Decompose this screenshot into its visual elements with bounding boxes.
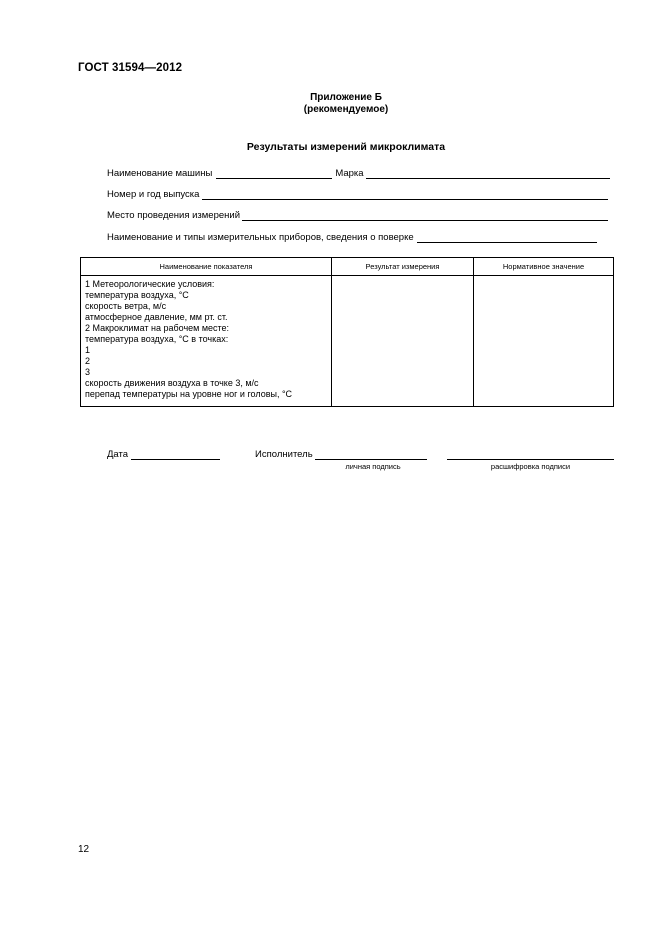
date-label: Дата [107, 449, 129, 460]
parameter-line: скорость движения воздуха в точке 3, м/с [85, 378, 259, 388]
signature-row [107, 449, 427, 460]
date-field[interactable] [131, 449, 220, 460]
brand-label: Марка [335, 168, 364, 179]
parameter-cell [81, 276, 332, 407]
table-row [81, 276, 614, 407]
parameter-line: 1 [85, 345, 91, 355]
location-row [107, 210, 608, 221]
parameter-line: скорость ветра, м/с [85, 301, 167, 311]
decoding-field[interactable] [447, 449, 614, 460]
column-header-result: Результат измерения [332, 258, 474, 276]
parameter-line: 2 Макроклимат на рабочем месте: [85, 323, 230, 333]
number-year-label: Номер и год выпуска [107, 189, 200, 200]
column-header-parameter: Наименование показателя [81, 258, 332, 276]
parameter-line: температура воздуха, °С в точках: [85, 334, 229, 344]
signature-caption: личная подпись [345, 462, 401, 471]
parameter-line: 3 [85, 367, 91, 377]
column-header-norm: Нормативное значение [474, 258, 614, 276]
parameter-line: 1 Метеорологические условия: [85, 279, 215, 289]
instruments-row [107, 232, 597, 243]
document-code: ГОСТ 31594—2012 [78, 62, 183, 74]
appendix-subtitle: (рекомендуемое) [303, 104, 389, 115]
parameter-line: температура воздуха, °С [85, 290, 189, 300]
parameter-line: 2 [85, 356, 91, 366]
form-title: Результаты измерений микроклимата [246, 141, 446, 153]
instruments-label: Наименование и типы измерительных приборов, сведения о поверке [107, 232, 414, 243]
location-label: Место проведения измерений [107, 210, 241, 221]
signature-field[interactable] [315, 449, 427, 460]
measurement-table [80, 257, 614, 407]
result-cell[interactable] [332, 276, 474, 407]
location-field[interactable] [242, 210, 608, 221]
number-year-row [107, 189, 608, 200]
machine-brand-row [107, 168, 610, 179]
machine-name-label: Наименование машины [107, 168, 213, 179]
machine-name-field[interactable] [216, 168, 332, 179]
executor-label: Исполнитель [255, 449, 313, 460]
number-year-field[interactable] [202, 189, 608, 200]
norm-cell[interactable] [474, 276, 614, 407]
parameter-line: перепад температуры на уровне ног и головы, °С [85, 389, 293, 399]
instruments-field[interactable] [417, 232, 597, 243]
brand-field[interactable] [366, 168, 610, 179]
parameter-line: атмосферное давление, мм рт. ст. [85, 312, 228, 322]
page-number: 12 [78, 844, 90, 855]
appendix-title: Приложение Б [310, 92, 382, 103]
decoding-caption: расшифровка подписи [490, 462, 571, 471]
table-header-row [81, 258, 614, 276]
